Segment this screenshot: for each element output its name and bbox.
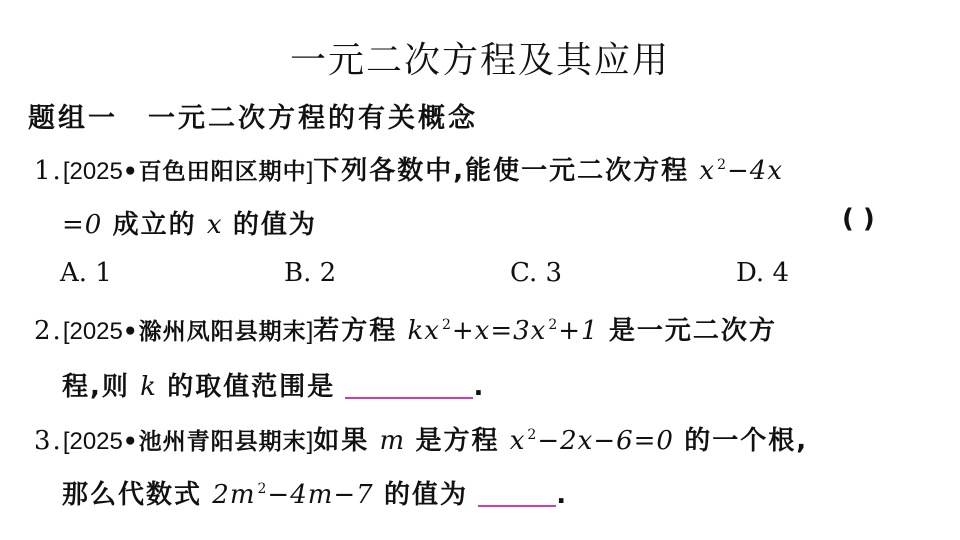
question-1-line-1	[34, 150, 783, 187]
source-close: ]	[306, 428, 314, 455]
equation	[699, 156, 783, 186]
eq-part: −2x−6=0	[537, 426, 674, 456]
period: .	[473, 372, 486, 402]
equation-tail: =0	[62, 210, 103, 240]
eq-exponent: 2	[717, 157, 727, 173]
answer-blank[interactable]	[345, 375, 473, 399]
question-text: 是一元二次方	[608, 316, 777, 346]
question-number: 2.	[34, 316, 63, 346]
question-text: 的一个根,	[684, 426, 809, 456]
question-1-line-2	[62, 204, 317, 241]
eq-part: +x=3x	[451, 316, 547, 346]
source-year: [2025	[62, 428, 123, 455]
option-b[interactable]: B. 2	[284, 258, 337, 288]
source-name: •百色田阳区期中	[122, 159, 307, 185]
answer-parentheses[interactable]: ( )	[842, 204, 875, 234]
equation	[408, 316, 599, 346]
expr-exponent: 2	[257, 481, 268, 497]
source-year: [2025	[62, 318, 123, 345]
source-close: ]	[306, 158, 314, 185]
option-c[interactable]: C. 3	[510, 258, 563, 288]
eq-exponent: 2	[527, 427, 538, 443]
question-text: 的取值范围是	[167, 372, 336, 402]
eq-exponent: 2	[441, 317, 452, 333]
variable: m	[379, 426, 406, 456]
question-text: 的值为	[383, 480, 468, 510]
answer-blank[interactable]	[478, 483, 556, 507]
question-3-line-2	[62, 474, 568, 511]
source-name: •滁州凤阳县期末	[122, 319, 307, 345]
question-text: 成立的	[112, 210, 197, 240]
source-year: [2025	[62, 158, 123, 185]
source-name: •池州青阳县期末	[122, 429, 307, 455]
question-3-line-1	[34, 420, 808, 457]
eq-rest: −4x	[727, 156, 783, 186]
eq-part: kx	[407, 316, 440, 346]
expression	[212, 480, 373, 510]
eq-part: x	[509, 426, 526, 456]
question-text: 如果	[313, 426, 370, 456]
option-d[interactable]: D. 4	[736, 258, 789, 288]
question-text: 下列各数中,能使一元二次方程	[313, 156, 690, 186]
question-text: 是方程	[415, 426, 500, 456]
equation	[510, 426, 674, 456]
eq-var: x	[699, 156, 716, 186]
section-heading	[28, 96, 478, 135]
question-number: 3.	[34, 426, 63, 456]
option-a[interactable]: A. 1	[60, 258, 112, 288]
eq-exponent: 2	[548, 317, 559, 333]
question-text: 若方程	[313, 316, 398, 346]
page-title: 一元二次方程及其应用	[289, 40, 670, 81]
question-text: 的值为	[232, 210, 317, 240]
source-close: ]	[306, 318, 314, 345]
period: .	[556, 480, 569, 510]
variable: x	[206, 210, 223, 240]
eq-part: +1	[558, 316, 599, 346]
variable: k	[140, 372, 157, 402]
question-2-line-1	[34, 310, 777, 347]
expr-part: 2m	[212, 480, 256, 510]
question-text: 程,则	[62, 372, 130, 402]
question-2-line-2	[62, 366, 485, 403]
section-name: 一元二次方程的有关概念	[148, 103, 478, 134]
question-number: 1.	[34, 156, 63, 186]
expr-part: −4m−7	[267, 480, 374, 510]
section-label: 题组一	[28, 103, 118, 134]
question-text: 那么代数式	[62, 480, 203, 510]
